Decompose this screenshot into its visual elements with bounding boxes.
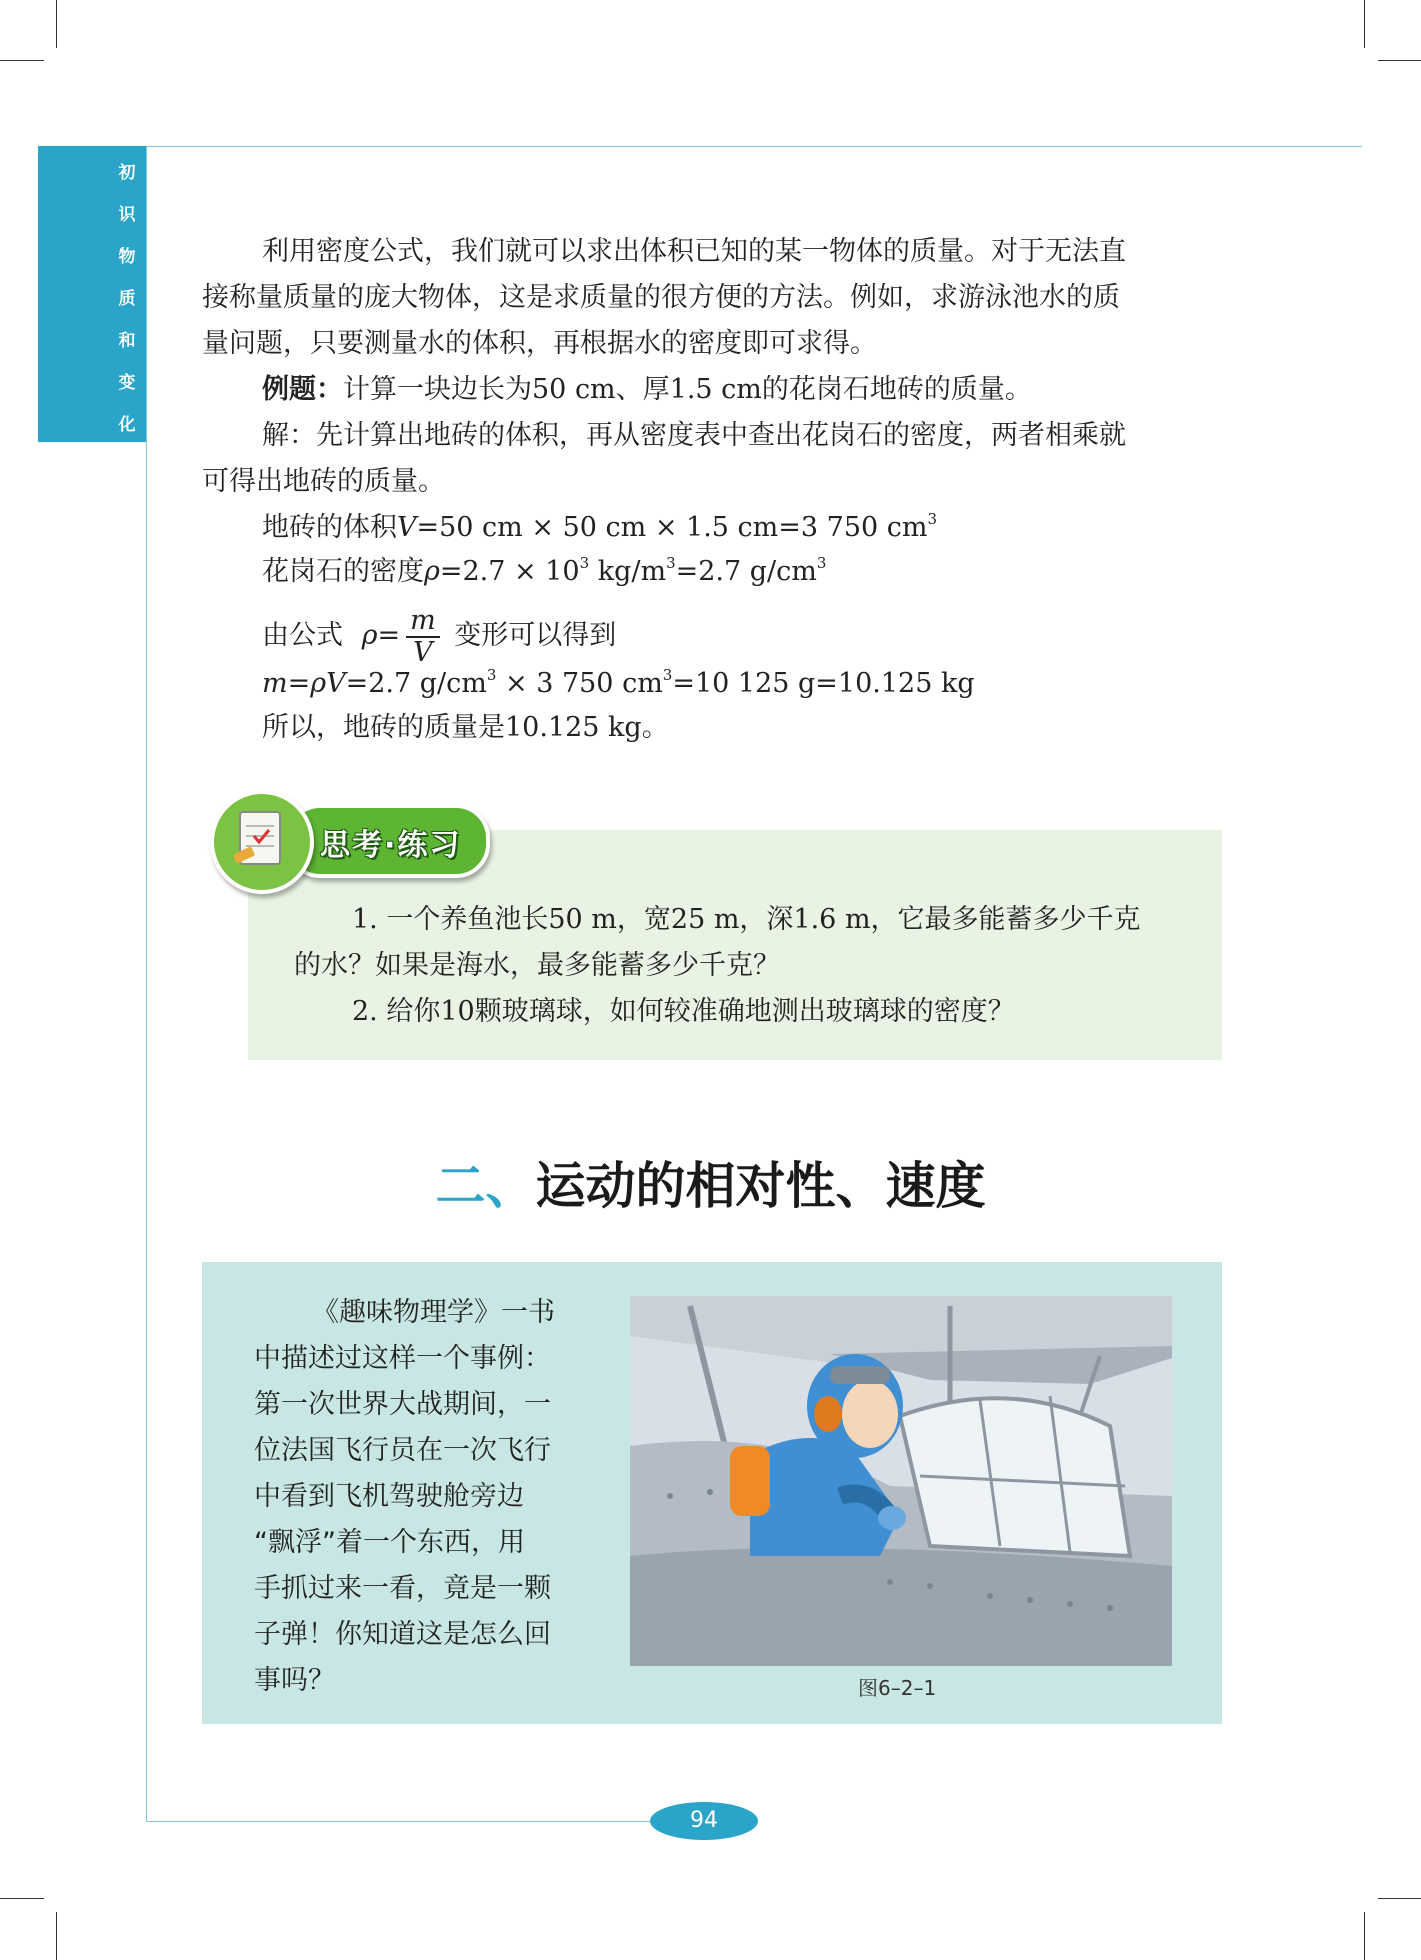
practice-badge — [210, 790, 490, 886]
question-line: 1. 一个养鱼池长50 m，宽25 m，深1.6 m，它最多能蓄多少千克 — [352, 904, 1141, 935]
story-line: 中描述过这样一个事例： — [254, 1343, 551, 1374]
volume-label: 地砖的体积 — [262, 512, 397, 543]
density-unit: kg/m — [589, 556, 667, 587]
conclusion-line: 所以，地砖的质量是10.125 kg。 — [262, 712, 669, 743]
story-line: 手抓过来一看，竟是一颗 — [254, 1573, 551, 1604]
notepad-icon-graphic — [214, 794, 310, 890]
fraction-numerator: m — [406, 606, 440, 638]
calc-expr: × 3 750 cm — [496, 668, 663, 699]
paragraph-line: 解：先计算出地砖的体积，再从密度表中查出花岗石的密度，两者相乘就 — [262, 420, 1126, 451]
side-tab-char: 初 — [118, 163, 136, 183]
side-tab-char: 变 — [118, 373, 136, 393]
paragraph-line: 量问题，只要测量水的体积，再根据水的密度即可求得。 — [202, 328, 877, 359]
paragraph-line: 利用密度公式，我们就可以求出体积已知的某一物体的质量。对于无法直 — [262, 236, 1126, 267]
section-number: 二、 — [435, 1157, 536, 1215]
density-expr: =2.7 × 10 — [439, 556, 580, 587]
side-tab-char: 化 — [118, 415, 136, 435]
story-line: 《趣味物理学》一书 — [312, 1297, 555, 1328]
story-line: 第一次世界大战期间，一 — [254, 1389, 551, 1420]
formula-outro: 变形可以得到 — [454, 620, 617, 651]
superscript: 3 — [927, 510, 938, 528]
paragraph-line: 可得出地砖的质量。 — [202, 466, 445, 497]
crop-mark — [0, 1898, 44, 1899]
volume-expr: =50 cm × 50 cm × 1.5 cm=3 750 cm — [416, 512, 928, 543]
top-rule — [146, 146, 1362, 147]
crop-mark — [0, 60, 44, 61]
formula-line — [262, 604, 616, 668]
crop-mark — [1364, 1912, 1365, 1960]
density-result: =2.7 g/cm — [675, 556, 817, 587]
crop-mark — [1364, 0, 1365, 48]
superscript: 3 — [579, 554, 590, 572]
left-rule — [146, 146, 147, 1822]
superscript: 3 — [662, 666, 673, 684]
crop-mark — [56, 0, 57, 48]
calc-expr: =2.7 g/cm — [345, 668, 487, 699]
rho-var: ρ — [424, 556, 440, 587]
volume-var: V — [397, 512, 417, 543]
side-tab-char: 和 — [118, 331, 136, 351]
density-label: 花岗石的密度 — [262, 556, 424, 587]
question-line: 2. 给你10颗玻璃球，如何较准确地测出玻璃球的密度？ — [352, 996, 1015, 1027]
bottom-rule — [146, 1821, 666, 1822]
story-line: 中看到飞机驾驶舱旁边 — [254, 1481, 524, 1512]
section-title — [0, 1146, 1421, 1218]
formula-rho: ρ= — [361, 620, 401, 651]
story-line: 位法国飞行员在一次飞行 — [254, 1435, 551, 1466]
example-text: 计算一块边长为50 cm、厚1.5 cm的花岗石地砖的质量。 — [343, 374, 1032, 405]
example-label: 例题： — [262, 374, 343, 405]
formula-intro: 由公式 — [262, 620, 343, 651]
section-heading: 运动的相对性、速度 — [535, 1157, 986, 1215]
volume-line — [262, 506, 937, 550]
badge-pill — [286, 804, 490, 878]
fraction-denominator: V — [413, 636, 433, 668]
paragraph-line: 接称量质量的庞大物体，这是求质量的很方便的方法。例如，求游泳池水的质 — [202, 282, 1120, 313]
page-number: 94 — [650, 1802, 758, 1840]
calc-var: m=ρV — [262, 668, 346, 699]
example-line — [262, 368, 1032, 412]
superscript: 3 — [666, 554, 676, 572]
density-line — [262, 550, 826, 594]
story-line: 事吗？ — [254, 1665, 335, 1696]
story-line: 子弹！你知道这是怎么回 — [254, 1619, 551, 1650]
calc-line — [262, 662, 975, 706]
side-tab-char: 识 — [118, 205, 136, 225]
crop-mark — [1378, 60, 1421, 61]
story-line: “飘浮”着一个东西，用 — [254, 1527, 525, 1558]
badge-label: 思考·练习 — [320, 828, 462, 863]
superscript: 3 — [486, 666, 497, 684]
fraction — [406, 606, 440, 668]
side-tab-char: 质 — [118, 289, 136, 309]
side-tab-char: 物 — [118, 247, 136, 267]
crop-mark — [1378, 1898, 1421, 1899]
notepad-icon — [210, 790, 314, 894]
calc-result: =10 125 g=10.125 kg — [672, 668, 975, 699]
figure-caption: 图6–2–1 — [858, 1676, 937, 1700]
question-line: 的水？如果是海水，最多能蓄多少千克？ — [294, 950, 780, 981]
crop-mark — [56, 1912, 57, 1960]
chapter-side-tab — [38, 146, 146, 442]
superscript: 3 — [816, 554, 827, 572]
pilot-biplane-illustration — [630, 1296, 1172, 1666]
